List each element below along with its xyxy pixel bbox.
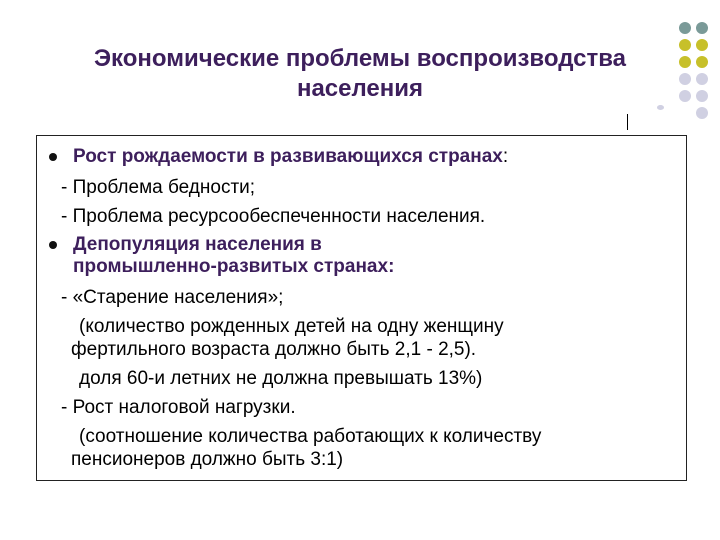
dot-olive-icon [679,39,691,51]
bullet-icon [49,153,57,161]
bullet-depopulation-line-1: Депопуляция населения в [73,234,322,255]
title-line-2: населения [296,75,424,102]
dot-olive-icon [679,56,691,68]
line-fertility-2: фертильного возраста должно быть 2,1 - 2,5). [71,339,477,360]
line-aging: - «Старение населения»; [61,287,284,308]
dot-olive-icon [696,39,708,51]
dot-lavender-icon [679,73,691,85]
content-box [36,135,687,481]
dot-lavender-icon [696,107,708,119]
line-poverty: - Проблема бедности; [61,177,256,198]
slide-title [30,44,690,104]
dot-lavender-icon [696,90,708,102]
dot-teal-icon [679,22,691,34]
dot-lavender-icon [679,90,691,102]
dot-olive-icon [696,56,708,68]
divider-tick [627,114,628,130]
dot-lavender-icon [657,105,664,110]
bullet-birthrate-suffix: : [502,146,509,167]
bullet-depopulation-line-2: промышленно-развитых странах: [73,256,395,277]
line-tax: - Рост налоговой нагрузки. [61,397,296,418]
line-ratio-2: пенсионеров должно быть 3:1) [71,449,344,470]
bullet-item-birthrate [73,145,508,169]
bullet-icon [49,241,57,249]
title-line-1: Экономические проблемы воспроизводства [93,45,626,72]
dot-lavender-icon [696,73,708,85]
line-fertility-1: (количество рожденных детей на одну женщину [79,316,504,337]
line-ratio-1: (соотношение количества работающих к количеству [79,426,542,447]
line-share60: доля 60-и летних не должна превышать 13%) [79,368,483,389]
dot-teal-icon [696,22,708,34]
line-resources: - Проблема ресурсообеспеченности населения. [61,206,486,227]
bullet-birthrate-text: Рост рождаемости в развивающихся странах [73,146,503,167]
